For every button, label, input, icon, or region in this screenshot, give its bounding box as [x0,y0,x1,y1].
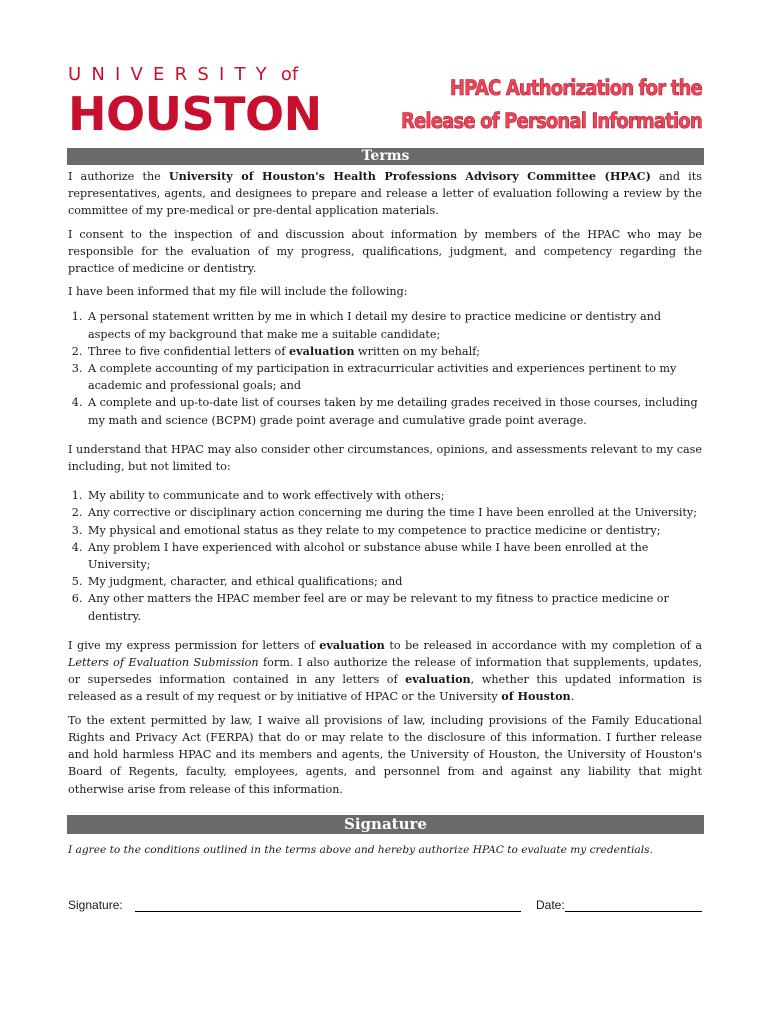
paragraph-text: . [570,690,575,704]
terms-paragraph-consent: I consent to the inspection of and discussion about information by members of the HPAC who may be responsible for the evaluation of my progress, qualifications, judgment, and competency regarding the practice of medicine or dentistry. [68,227,702,276]
paragraph-text-bold: evaluation [319,637,385,652]
list-item: 3. My physical and emotional status as they relate to my competence to practice medicine or dentistry; [86,522,702,539]
hpac-name: University of Houston's Health Professions Advisory Committee (HPAC) [168,169,651,183]
university-logo [68,64,338,140]
date-label: Date: [536,898,565,912]
considerations-list [68,487,702,625]
list-item: 1. My ability to communicate and to work effectively with others; [86,487,702,504]
terms-body [68,168,702,804]
list-item: 1. A personal statement written by me in which I detail my desire to practice medicine or dentistry and aspects of my background that make me a suitable candidate; [86,308,702,342]
logo-of-text: of [280,64,299,85]
signature-row [68,896,704,916]
paragraph-text-bold: of Houston [501,689,571,704]
file-contents-list [68,308,702,428]
list-item: 5. My judgment, character, and ethical qualifications; and [86,573,702,590]
paragraph-text: form. I also authorize the release of information that supplements, updates, or supersedes information contained in any letters of [68,656,702,687]
consent-statement: I agree to the conditions outlined in the terms above and hereby authorize HPAC to evaluate my credentials. [68,844,653,856]
list-text: Three to five confidential letters of [88,344,289,358]
terms-paragraph-understand: I understand that HPAC may also consider other circumstances, opinions, and assessments relevant to my case including, but not limited to: [68,442,702,474]
list-item: 2. Any corrective or disciplinary action concerning me during the time I have been enrolled at the University; [86,504,702,521]
terms-paragraph-informed: I have been informed that my file will include the following: [68,285,408,299]
terms-paragraph-authorize [68,168,702,220]
list-item: 4. Any problem I have experienced with alcohol or substance abuse while I have been enrolled at the University; [86,539,702,573]
date-field[interactable] [565,911,702,912]
list-item: 4. A complete and up-to-date list of courses taken by me detailing grades received in those courses, including my math and science (BCPM) grade point average and cumulative grade point average. [86,394,702,428]
signature-label: Signature: [68,898,123,912]
list-text: written on my behalf; [354,344,481,358]
signature-heading-bar: Signature [67,815,704,834]
list-item [86,343,702,360]
document-title [401,72,702,138]
logo-university-text: UNIVERSITY [68,64,277,85]
paragraph-text: to be released in accordance with my completion of a [384,638,702,652]
paragraph-text-bold: evaluation [405,672,471,687]
paragraph-text: I give my express permission for letters of [68,638,320,652]
signature-field[interactable] [135,911,521,912]
logo-houston-text: HOUSTON [68,87,322,141]
list-item: 3. A complete accounting of my participation in extracurricular activities and experiences pertinent to my academic and professional goals; and [86,360,702,394]
paragraph-text: and its representatives, agents, and designees to prepare and release a letter of evaluation following a review by the committee of my pre-medical or pre-dental application materials. [68,170,702,218]
terms-paragraph-permission [68,637,702,706]
list-text-bold: evaluation [288,343,355,358]
paragraph-text: I authorize the [68,170,169,183]
list-item: 6. Any other matters the HPAC member feel are or may be relevant to my fitness to practice medicine or dentistry. [86,590,702,624]
title-line-2: Release of Personal Information [401,109,702,133]
terms-paragraph-waiver: To the extent permitted by law, I waive all provisions of law, including provisions of the Family Educational Rights and Privacy Act (FERPA) that do or may relate to the disclosure of this information. I further release and hold harmless HPAC and its members and agents, the University of Houston, the University of Houston's Board of Regents, faculty, employees, agents, and personnel from and against any liability that might otherwise arise from release of this information. [68,713,702,796]
terms-heading-bar: Terms [67,148,704,165]
title-line-1: HPAC Authorization for the [450,76,702,100]
paragraph-text: , whether this updated information is released as a result of my request or by initiative of HPAC or the University [68,673,702,704]
form-name: Letters of Evaluation Submission [68,656,259,670]
